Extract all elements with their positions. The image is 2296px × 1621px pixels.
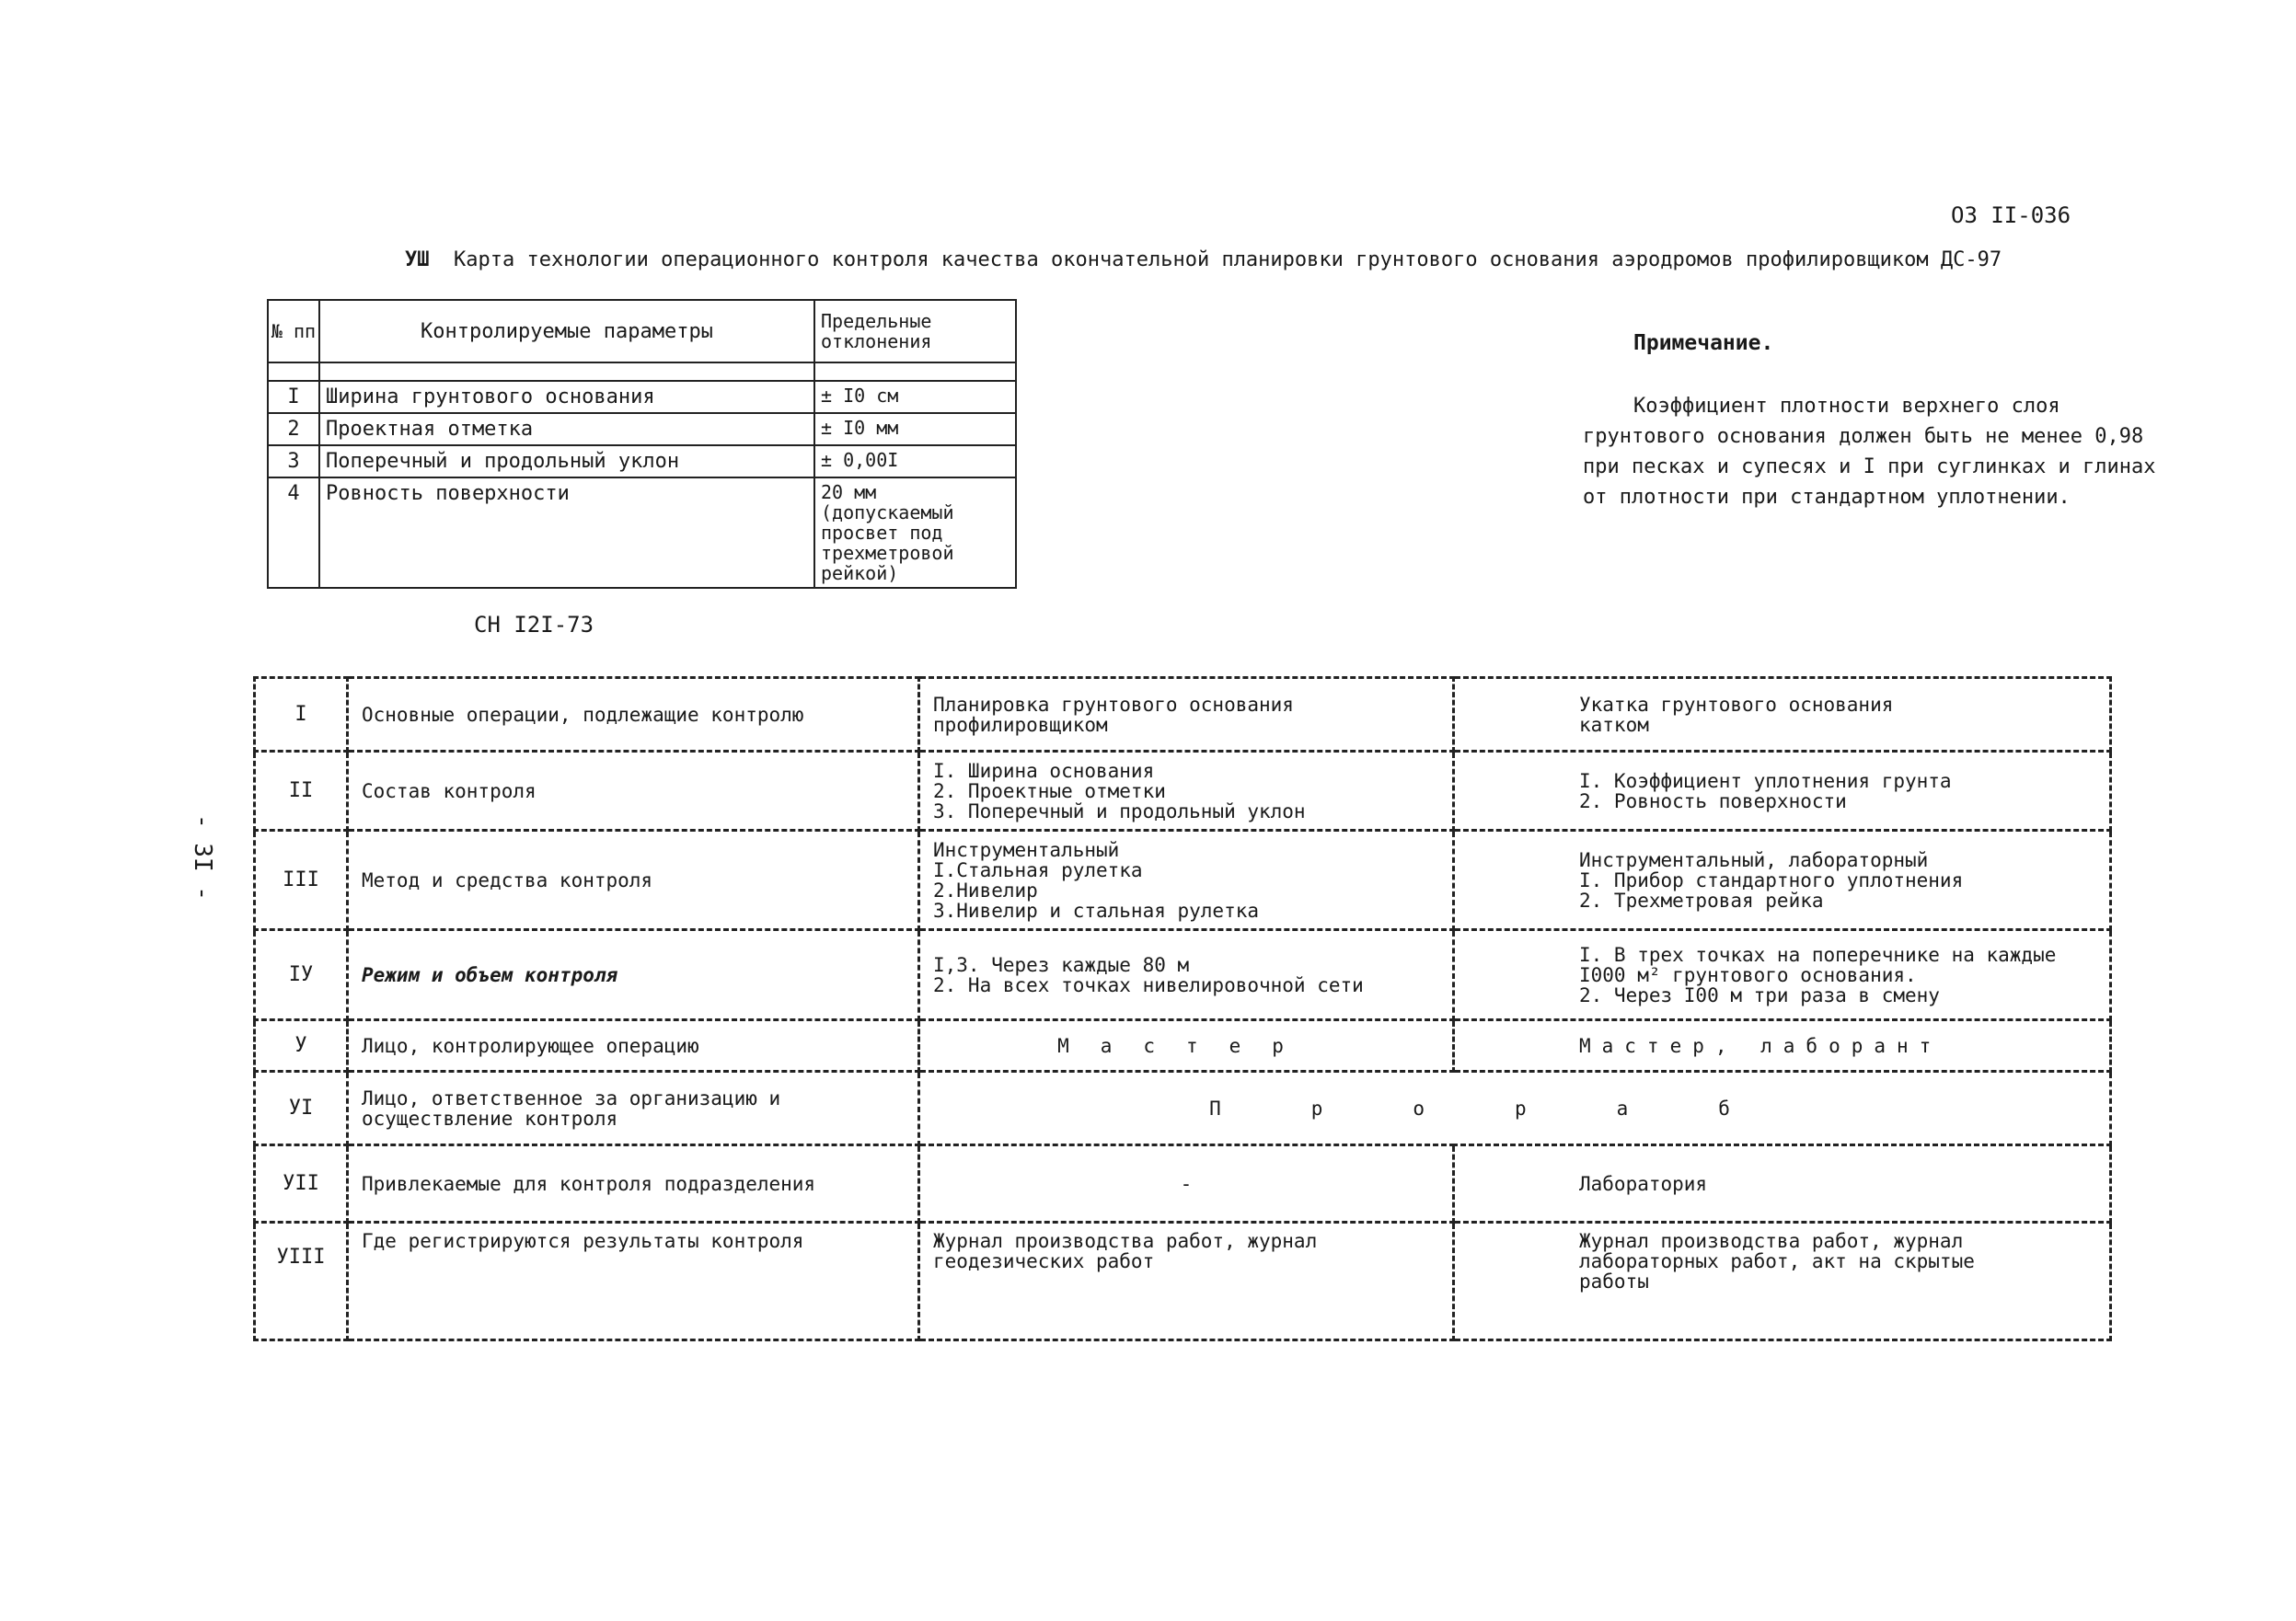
title-prefix: УШ [405, 248, 430, 271]
header-parameter: Контролируемые параметры [319, 300, 814, 362]
row-parameter: Поперечный и продольный уклон [319, 445, 814, 477]
row-label: Основные операции, подлежащие контролю [348, 678, 919, 752]
standard-reference: СН I2I-73 [474, 612, 594, 638]
ops-row [255, 1072, 2111, 1145]
ops-row [255, 1223, 2111, 1340]
row-roller-cell [1454, 831, 2111, 930]
row-profiler-cell [919, 678, 1454, 752]
ops-row [255, 752, 2111, 831]
document-code: ОЗ II-036 [1951, 202, 2071, 228]
header-number: № пп [268, 300, 319, 362]
row-profiler-cell [919, 831, 1454, 930]
row-number: 2 [268, 413, 319, 445]
row-deviation: ± I0 мм [814, 413, 1016, 445]
row-number: I [268, 381, 319, 413]
cell-line: Планировка грунтового основания [933, 693, 1294, 716]
cell-line: Укатка грунтового основания [1579, 693, 1894, 716]
row-profiler-cell: Мастер [919, 1020, 1454, 1072]
row-label: Лицо, ответственное за организацию и осуществление контроля [348, 1072, 919, 1145]
row-roman-number: IУ [255, 930, 348, 1020]
ops-row [255, 678, 2111, 752]
row-deviation: ± I0 см [814, 381, 1016, 413]
row-label: Где регистрируются результаты контроля [348, 1223, 919, 1340]
ops-row [255, 831, 2111, 930]
cell-line: I.Стальная рулетка [933, 858, 1143, 881]
cell-line: 2. Ровность поверхности [1579, 789, 1847, 812]
row-number: 3 [268, 445, 319, 477]
ops-row [255, 930, 2111, 1020]
row-merged-cell: Прораб [919, 1072, 2111, 1145]
cell-line: Инструментальный, лабораторный [1579, 848, 1929, 871]
cell-line: Инструментальный [933, 838, 1120, 861]
row-roman-number: II [255, 752, 348, 831]
document-title [405, 248, 2002, 271]
row-deviation: ± 0,00I [814, 445, 1016, 477]
cell-line: катком [1579, 713, 1649, 736]
tolerance-table [267, 299, 1017, 589]
cell-line: I000 м² грунтового основания. [1579, 963, 1917, 986]
cell-line: Журнал производства работ, журнал [1579, 1230, 1964, 1252]
page-number: - 3I - [189, 814, 216, 901]
row-label: Режим и объем контроля [348, 930, 919, 1020]
ops-row [255, 1020, 2111, 1072]
cell-line: 2. Трехметровая рейка [1579, 889, 1824, 912]
cell-line: 3. Поперечный и продольный уклон [933, 799, 1306, 822]
cell-line: 2.Нивелир [933, 879, 1038, 902]
row-roller-cell: Лаборатория [1454, 1145, 2111, 1223]
row-number: 4 [268, 477, 319, 588]
spacer-row [268, 362, 1016, 381]
row-profiler-cell [919, 930, 1454, 1020]
note-text: Коэффициент плотности верхнего слоя грунтового основания должен быть не менее 0,98 при песках и супесях и I при суглинках и глинах от плотности при стандартном уплотнении. [1583, 395, 2156, 509]
ops-row [255, 1145, 2111, 1223]
cell-line: I. Коэффициент уплотнения грунта [1579, 769, 1952, 792]
cell-line: 2. Проектные отметки [933, 779, 1166, 802]
tolerance-header-row [268, 300, 1016, 362]
cell-line: геодезических работ [933, 1250, 1155, 1272]
row-roman-number: III [255, 831, 348, 930]
row-profiler-cell: - [919, 1145, 1454, 1223]
cell-line: I. В трех точках на поперечнике на каждые [1579, 943, 2057, 966]
cell-line: I. Ширина основания [933, 759, 1155, 782]
header-deviation: Предельные отклонения [814, 300, 1016, 362]
cell-line: I. Прибор стандартного уплотнения [1579, 868, 1964, 891]
row-roman-number: У [255, 1020, 348, 1072]
title-text: Карта технологии операционного контроля качества окончательной планировки грунтового основания аэродромов профилировщиком ДС-97 [454, 248, 2002, 271]
row-label: Состав контроля [348, 752, 919, 831]
cell-line: 2. На всех точках нивелировочной сети [933, 973, 1364, 996]
note-title: Примечание. [1633, 331, 1774, 355]
row-profiler-cell [919, 752, 1454, 831]
row-roman-number: УI [255, 1072, 348, 1145]
tolerance-row [268, 445, 1016, 477]
row-roman-number: I [255, 678, 348, 752]
row-label: Метод и средства контроля [348, 831, 919, 930]
row-roller-cell [1454, 1223, 2111, 1340]
row-roller-cell [1454, 678, 2111, 752]
cell-line: профилировщиком [933, 713, 1108, 736]
row-roman-number: УII [255, 1145, 348, 1223]
row-roller-cell [1454, 930, 2111, 1020]
row-profiler-cell [919, 1223, 1454, 1340]
row-parameter: Ширина грунтового основания [319, 381, 814, 413]
row-roman-number: УIII [255, 1223, 348, 1340]
tolerance-row [268, 381, 1016, 413]
cell-line: Журнал производства работ, журнал [933, 1230, 1318, 1252]
row-roller-cell [1454, 752, 2111, 831]
tolerance-row [268, 477, 1016, 588]
row-label: Лицо, контролирующее операцию [348, 1020, 919, 1072]
tolerance-row [268, 413, 1016, 445]
row-parameter: Проектная отметка [319, 413, 814, 445]
cell-line: 3.Нивелир и стальная рулетка [933, 899, 1260, 922]
row-deviation: 20 мм (допускаемый просвет под трехметровой рейкой) [814, 477, 1016, 588]
cell-line: 2. Через I00 м три раза в смену [1579, 983, 1940, 1006]
row-label: Привлекаемые для контроля подразделения [348, 1145, 919, 1223]
cell-line: лабораторных работ, акт на скрытые [1579, 1250, 1975, 1272]
operations-control-table [253, 676, 2112, 1341]
cell-line: работы [1579, 1270, 1649, 1293]
cell-line: I,3. Через каждые 80 м [933, 953, 1190, 976]
row-parameter: Ровность поверхности [319, 477, 814, 588]
row-roller-cell: Мастер, лаборант [1454, 1020, 2111, 1072]
